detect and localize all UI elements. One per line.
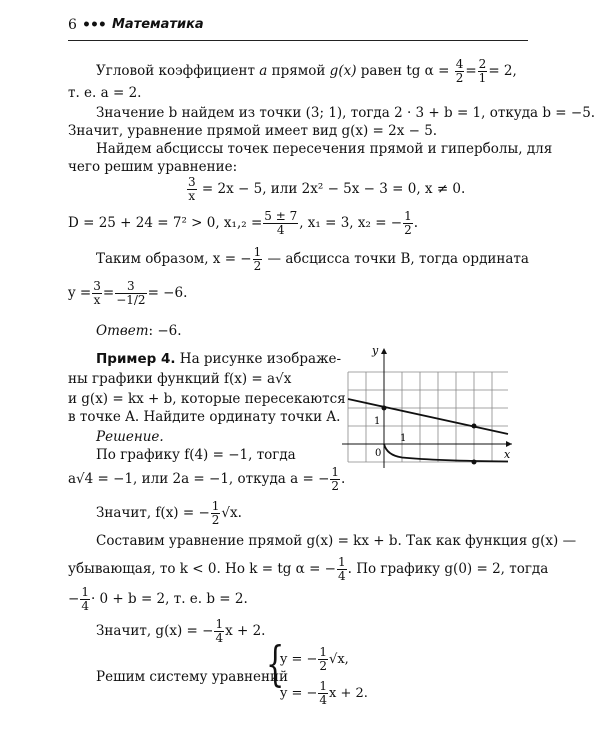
solution-label: Решение. <box>96 429 164 445</box>
fraction: $\frac{3}{-1/2}$ <box>116 279 146 307</box>
text-line-6: чего решим уравнение: <box>68 159 238 175</box>
x-unit-label: 1 <box>400 433 407 444</box>
fraction: $\frac{1}{2}$ <box>211 499 220 527</box>
answer-line: Ответ: −6. <box>96 323 182 339</box>
textbook-page <box>68 0 596 750</box>
system-brace-icon: { <box>266 636 285 692</box>
section-title: Математика <box>112 17 204 32</box>
point-b <box>382 406 387 411</box>
fraction: $\frac{1}{4}$ <box>215 617 224 645</box>
y-axis-label: y <box>372 344 379 357</box>
page-header <box>68 16 528 41</box>
y-unit-label: 1 <box>374 416 381 427</box>
equation-line: $\frac{3}{x}$ = 2x − 5, или 2x² − 5x − 3 = 0, x ≠ 0. <box>188 175 466 203</box>
example-4-line-7: a√4 = −1, или 2a = −1, откуда a = − $\frac{1}{2}$ . <box>68 465 346 493</box>
example-4-line-1: Пример 4. На рисунке изображе- <box>96 351 342 367</box>
example-4-line-2: ны графики функций f(x) = a√x <box>68 371 292 387</box>
example-4-line-6: По графику f(4) = −1, тогда <box>96 447 296 463</box>
curve-f <box>384 444 508 462</box>
fraction: $\frac{3}{x}$ <box>93 279 101 307</box>
discriminant-line: D = 25 + 24 = 7² > 0, x₁,₂ = $\frac{5 \pm 7}{4}$ , x₁ = 3, x₂ = − $\frac{1}{2}$ . <box>68 209 419 237</box>
example-title: Пример 4. <box>96 351 176 367</box>
text-line-2: т. е. a = 2. <box>68 85 142 101</box>
example-4-line-4: в точке A. Найдите ординату точки A. <box>68 409 341 425</box>
text-line-4: Значит, уравнение прямой имеет вид g(x) = 2x − 5. <box>68 123 438 139</box>
fraction: $\frac{4}{2}$ <box>455 57 464 85</box>
point-a <box>472 460 477 465</box>
fraction: $\frac{1}{4}$ <box>319 679 328 707</box>
header-dots-icon: ••• <box>82 17 106 33</box>
text-line-e9: Составим уравнение прямой g(x) = kx + b. Так как функция g(x) — <box>96 533 577 549</box>
text-line-e10: убывающая, то k < 0. Но k = tg α = − $\frac{1}{4}$ . По графику g(0) = 2, тогда <box>68 555 549 583</box>
example-4-line-8: Значит, f(x) = − $\frac{1}{2}$ √x. <box>96 499 242 527</box>
text-line-e13: Решим систему уравнений <box>96 669 288 685</box>
text-line-9: Таким образом, x = − $\frac{1}{2}$ — абсцисса точки B, тогда ордината <box>96 245 529 273</box>
system-equation-1: y = − $\frac{1}{2}$ √x, <box>280 645 349 673</box>
origin-label: 0 <box>375 448 382 459</box>
x-axis-arrow-icon <box>506 441 512 447</box>
page-number: 6 <box>68 17 77 33</box>
fraction: $\frac{1}{2}$ <box>319 645 328 673</box>
text-line-e12: Значит, g(x) = − $\frac{1}{4}$ x + 2. <box>96 617 266 645</box>
text-line-1: Угловой коэффициент a прямой g(x) равен tg α = $\frac{4}{2}$ = $\frac{2}{1}$ = 2, <box>96 57 517 85</box>
text-line-3: Значение b найдем из точки (3; 1), тогда 2 · 3 + b = 1, откуда b = −5. <box>96 105 596 121</box>
x-axis-label: x <box>504 448 511 461</box>
fraction: $\frac{1}{2}$ <box>331 465 340 493</box>
fraction: $\frac{1}{4}$ <box>81 585 89 613</box>
fraction: $\frac{1}{2}$ <box>404 209 412 237</box>
fraction: $\frac{3}{x}$ <box>188 175 196 203</box>
text-line-e11: − $\frac{1}{4}$ · 0 + b = 2, т. е. b = 2. <box>68 585 248 613</box>
fraction: $\frac{1}{4}$ <box>338 555 346 583</box>
point-c <box>472 424 477 429</box>
function-graph <box>338 340 518 475</box>
system-equation-2: y = − $\frac{1}{4}$ x + 2. <box>280 679 368 707</box>
y-axis-arrow-icon <box>381 348 387 354</box>
fraction: $\frac{5 \pm 7}{4}$ <box>264 209 298 237</box>
fraction: $\frac{1}{2}$ <box>253 245 262 273</box>
example-4-line-3: и g(x) = kx + b, которые пересекаются <box>68 391 346 407</box>
text-line-5: Найдем абсциссы точек пересечения прямой и гиперболы, для <box>96 141 553 157</box>
line-g <box>348 399 508 434</box>
fraction: $\frac{2}{1}$ <box>478 57 487 85</box>
text-line-10: y = $\frac{3}{x}$ = $\frac{3}{-1/2}$ = −6. <box>68 279 188 307</box>
